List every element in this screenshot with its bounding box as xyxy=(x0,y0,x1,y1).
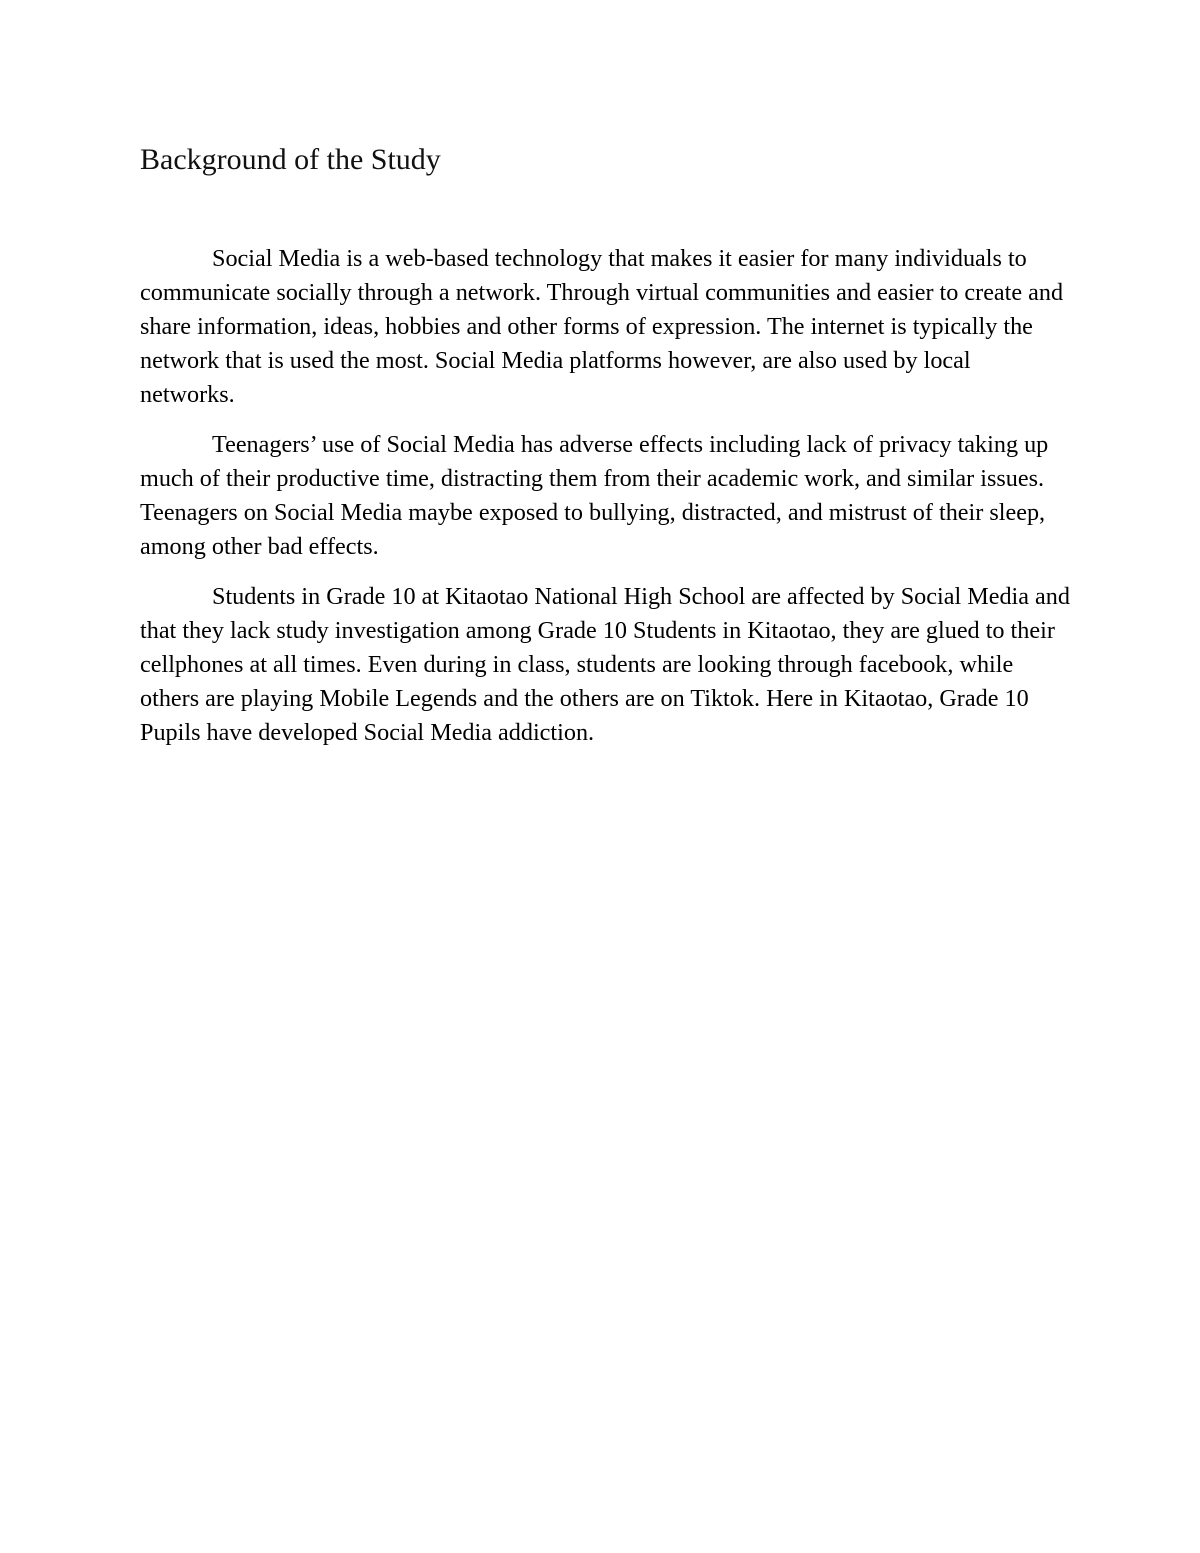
paragraph-grade-10-students: Students in Grade 10 at Kitaotao National High School are affected by Social Media and that they lack study investigation among Grade 10 Students in Kitaotao, they are glued to their cellphones at all times. Even during in class, students are looking through facebook, while others are playing Mobile Legends and the others are on Tiktok. Here in Kitaotao, Grade 10 Pupils have developed Social Media addiction. xyxy=(140,583,1070,746)
document-title: Background of the Study xyxy=(140,143,441,176)
document-body xyxy=(140,138,1070,766)
paragraph-teenagers-effects: Teenagers’ use of Social Media has adverse effects including lack of privacy taking up much of their productive time, distracting them from their academic work, and similar issues. Teenagers on Social Media maybe exposed to bullying, distracted, and mistrust of their sleep, among other bad effects. xyxy=(140,431,1049,560)
paragraph-social-media-definition: Social Media is a web-based technology that makes it easier for many individuals to communicate socially through a network. Through virtual communities and easier to create and share information, ideas, hobbies and other forms of expression. The internet is typically the network that is used the most. Social Media platforms however, are also used by local networks. xyxy=(140,245,1064,408)
